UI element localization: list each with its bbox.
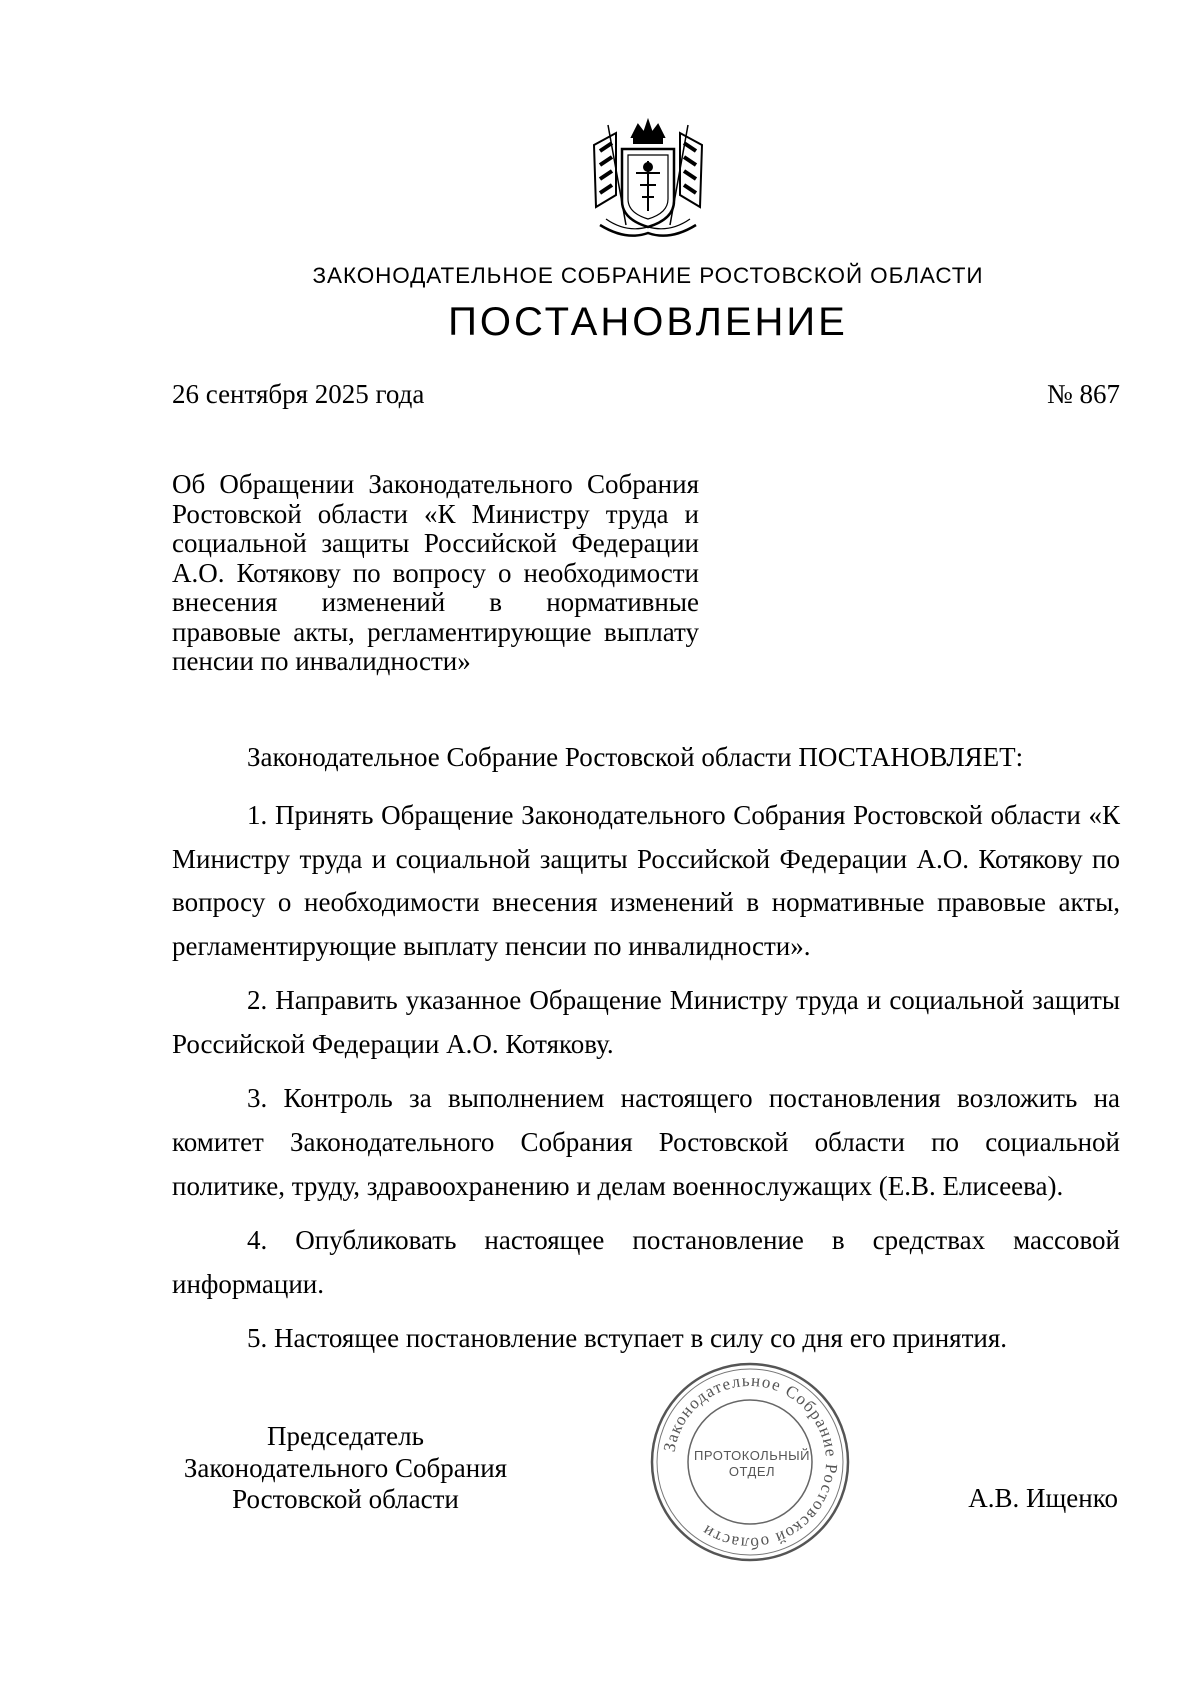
resolution-item-4: 4. Опубликовать настоящее постановление в средствах массовой информации. — [172, 1224, 1120, 1299]
official-stamp — [648, 1360, 852, 1564]
signatory-title-line: Председатель — [267, 1421, 424, 1451]
document-subject: Об Обращении Законодательного Собрания Ростовской области «К Министру труда и социальной защиты Российской Федерации А.О. Котякову по вопросу о необходимости внесения изменений в нормативные правовые акты, регламентирующие выплату пенсии по инвалидности» — [172, 469, 699, 676]
signatory-title-line: Законодательного Собрания — [183, 1452, 508, 1483]
resolves-statement: Законодательное Собрание Ростовской области ПОСТАНОВЛЯЕТ: — [247, 742, 1024, 772]
resolution-item-2: 2. Направить указанное Обращение Министру труда и социальной защиты Российской Федерации А.О. Котякову. — [172, 985, 1120, 1060]
stamp-outer-text: Законодательное Собрание Ростовской области — [659, 1370, 842, 1554]
signatory-title-line: Ростовской области — [232, 1484, 459, 1514]
stamp-inner-line-1: ПРОТОКОЛЬНЫЙ — [693, 1448, 811, 1463]
resolution-items — [172, 794, 1120, 1371]
signatory-title — [172, 1421, 519, 1516]
document-number: № 867 — [1046, 379, 1120, 409]
organization-name: ЗАКОНОДАТЕЛЬНОЕ СОБРАНИЕ РОСТОВСКОЙ ОБЛАСТИ — [312, 263, 984, 288]
coat-of-arms-icon — [586, 115, 710, 243]
resolution-item-3: 3. Контроль за выполнением настоящего постановления возложить на комитет Законодательного Собрания Ростовской области по социальной политике, труду, здравоохранению и делам военнослужащих (Е.В. Елисеева). — [172, 1083, 1120, 1201]
signatory-name: А.В. Ищенко — [968, 1483, 1118, 1513]
resolution-item-1: 1. Принять Обращение Законодательного Собрания Ростовской области «К Министру труда и социальной защиты Российской Федерации А.О. Котякову по вопросу о необходимости внесения изменений в нормативные правовые акты, регламентирующие выплату пенсии по инвалидности». — [172, 800, 1120, 962]
document-type-title: ПОСТАНОВЛЕНИЕ — [448, 300, 848, 344]
stamp-inner-line-2: ОТДЕЛ — [728, 1464, 776, 1479]
document-date: 26 сентября 2025 года — [172, 379, 425, 409]
resolution-item-5: 5. Настоящее постановление вступает в силу со дня его принятия. — [247, 1322, 1008, 1353]
